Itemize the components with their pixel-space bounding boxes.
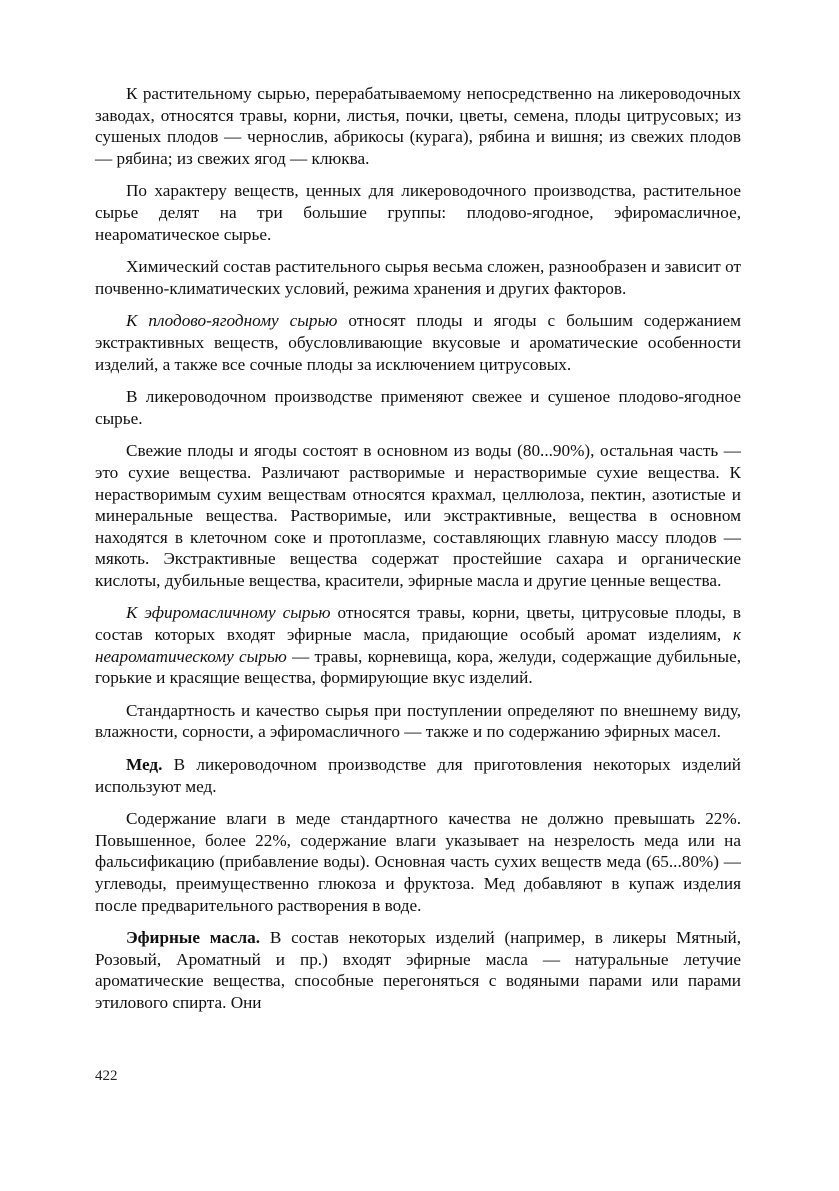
bold-heading: Мед. (126, 755, 163, 775)
para-essential-oil-raw (95, 602, 741, 688)
text-run: Химический состав растительного сырья весьма сложен, разнообразен и зависит от почвенно-климатических условий, режима хранения и других факторов. (95, 257, 741, 298)
para-honey-moisture (95, 808, 741, 916)
text-run: — травы, корневища, кора, желуди, содержащие дубильные, горькие и красящие вещества, формирующие вкус изделий. (95, 646, 742, 688)
body-text (95, 83, 741, 1014)
para-fresh-and-dried (95, 386, 741, 429)
text-run: Содержание влаги в меде стандартного качества не должно превышать 22%. Повышенное, более 22%, содержание влаги указывает на незрелость меда или на фальсификацию (прибавление воды). Основная часть сухих веществ меда (65...80%) — углеводы, преимущественно глюкоза и фруктоза. Мед добавляют в купаж изделия после предварительного растворения в воде. (95, 809, 741, 915)
text-run: В ликероводочном производстве для приготовления некоторых изделий используют мед. (95, 755, 741, 796)
para-raw-materials-intro (95, 83, 741, 169)
text-run: В ликероводочном производстве применяют свежее и сушеное плодово-ягодное сырье. (95, 387, 741, 428)
italic-term: К эфиромасличному сырью (126, 603, 331, 623)
para-chemical-composition (95, 256, 741, 299)
para-fruit-berry (95, 310, 741, 375)
para-honey (95, 754, 741, 797)
page-number: 422 (95, 1068, 118, 1084)
text-run: В состав некоторых изделий (например, в ликеры Мятный, Розовый, Ароматный и пр.) входят эфирные масла — натуральные летучие ароматические вещества, способные перегоняться с водяными парами или парами этилового спирта. Они (95, 928, 741, 1012)
para-fresh-fruits (95, 440, 741, 591)
text-run: Стандартность и качество сырья при поступлении определяют по внешнему виду, влажности, сорности, а эфиромасличного — также и по содержанию эфирных масел. (95, 700, 741, 742)
text-run: относят плоды и ягоды с большим содержанием экстрактивных веществ, обусловливающие вкусовые и ароматические особенности изделий, а также все сочные плоды за исключением цитрусовых. (95, 311, 741, 374)
para-essential-oils (95, 927, 741, 1013)
bold-heading: Эфирные масла. (126, 928, 261, 948)
italic-term: к неароматическому сырью (95, 625, 741, 666)
text-run: По характеру веществ, ценных для ликероводочного производства, растительное сырье делят на три большие группы: плодово-ягодное, эфиромасличное, неароматическое сырье. (95, 181, 741, 244)
text-run: К растительному сырью, перерабатываемому непосредственно на ликероводочных заводах, относятся травы, корни, листья, почки, цветы, семена, плоды цитрусовых; из сушеных плодов — чернослив, абрикосы (курага), рябина и вишня; из свежих плодов — рябина; из свежих ягод — клюква. (95, 84, 741, 168)
italic-term: К плодово-ягодному сырью (126, 311, 338, 331)
text-run: Свежие плоды и ягоды состоят в основном из воды (80...90%), остальная часть — это сухие вещества. Различают растворимые и нерастворимые сухие вещества. К нерастворимым сухим веществам относятся крахмал, целлюлоза, пектин, азотистые и минеральные вещества. Растворимые, или экстрактивные, вещества в основном находятся в клеточном соке и протоплазме, составляющих главную массу плодов — мякоть. Экстрактивные вещества содержат простейшие сахара и органические кислоты, дубильные вещества, красители, эфирные масла и другие ценные вещества. (95, 441, 741, 590)
text-run: относятся травы, корни, цветы, цитрусовые плоды, в состав которых входят эфирные масла, придающие особый аромат изделиям, (95, 603, 741, 645)
para-three-groups (95, 180, 741, 245)
para-standards (95, 700, 741, 743)
